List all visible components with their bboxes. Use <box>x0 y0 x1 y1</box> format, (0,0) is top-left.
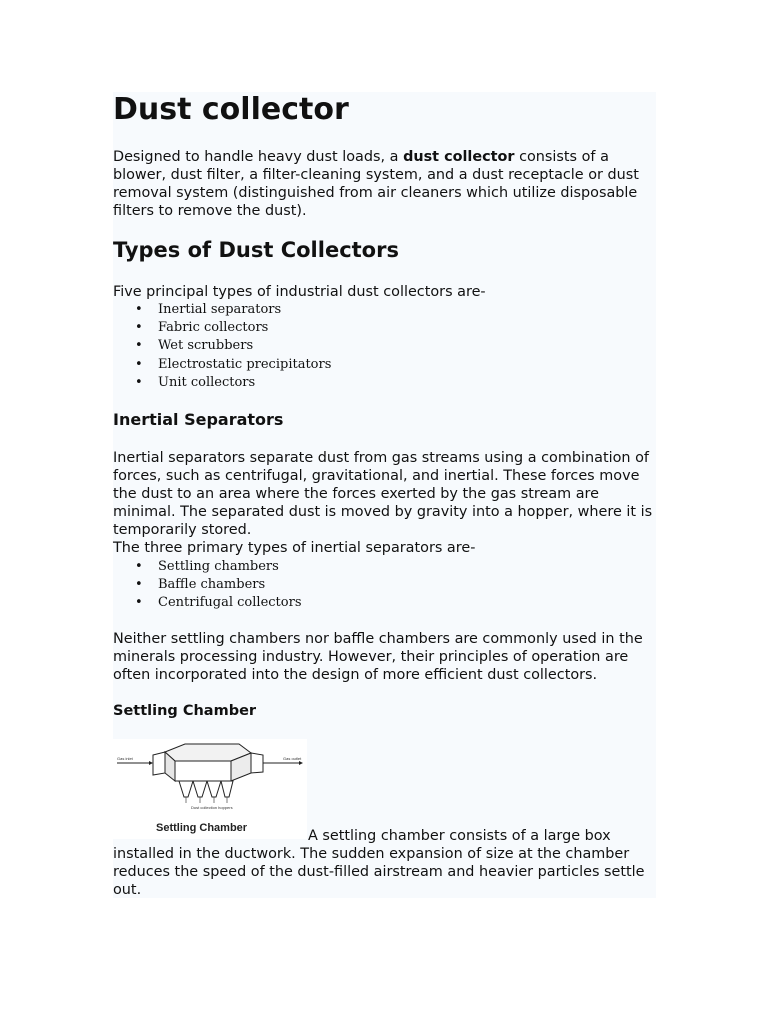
types-heading: Types of Dust Collectors <box>113 238 399 262</box>
article-body <box>113 92 656 898</box>
list-item: • Unit collectors <box>113 374 331 392</box>
list-item: • Electrostatic precipitators <box>113 356 331 374</box>
figure-caption: Settling Chamber <box>156 822 248 834</box>
settling-paragraph: A settling chamber consists of a large box installed in the ductwork. The sudden expansion of size at the chamber reduces the speed of the dust-filled airstream and heavier particles settle out. <box>113 828 645 898</box>
hoppers-label: Dust collection hoppers <box>191 805 233 810</box>
intro-paragraph <box>113 148 658 220</box>
gas-inlet-label: Gas inlet <box>117 756 133 761</box>
types-intro: Five principal types of industrial dust collectors are- <box>113 284 486 300</box>
list-item: • Wet scrubbers <box>113 337 331 355</box>
page-title: Dust collector <box>113 92 349 127</box>
list-item: • Centrifugal collectors <box>113 594 302 612</box>
intro-text-before: Designed to handle heavy dust loads, a <box>113 149 404 165</box>
list-item: • Fabric collectors <box>113 319 331 337</box>
intro-bold-term: dust collector <box>403 149 515 165</box>
inertial-paragraph: Inertial separators separate dust from gas streams using a combination of forces, such as centrifugal, gravitational, and inertial. These forces move the dust to an area where the forces exerted by the gas stream are minimal. The separated dust is moved by gravity into a hopper, where it is temporarily stored. <box>113 450 653 538</box>
intro-text-after: consists of a blower, dust filter, a filter-cleaning system, and a dust receptacle or dust removal system (distinguished from air cleaners which utilize disposable filters to remove the dust). <box>113 149 639 219</box>
list-item: • Settling chambers <box>113 558 302 576</box>
inertial-heading: Inertial Separators <box>113 410 284 429</box>
list-item: • Inertial separators <box>113 301 331 319</box>
types-list <box>113 301 331 392</box>
settling-chamber-figure <box>113 739 307 839</box>
settling-heading: Settling Chamber <box>113 703 257 719</box>
inertial-list-intro: The three primary types of inertial separators are- <box>113 540 476 556</box>
neither-paragraph: Neither settling chambers nor baffle chambers are commonly used in the minerals processing industry. However, their principles of operation are often incorporated into the design of more efficient dust collectors. <box>113 631 643 683</box>
settling-chamber-diagram <box>113 739 307 823</box>
gas-outlet-label: Gas outlet <box>283 756 302 761</box>
inertial-list <box>113 558 302 613</box>
list-item: • Baffle chambers <box>113 576 302 594</box>
